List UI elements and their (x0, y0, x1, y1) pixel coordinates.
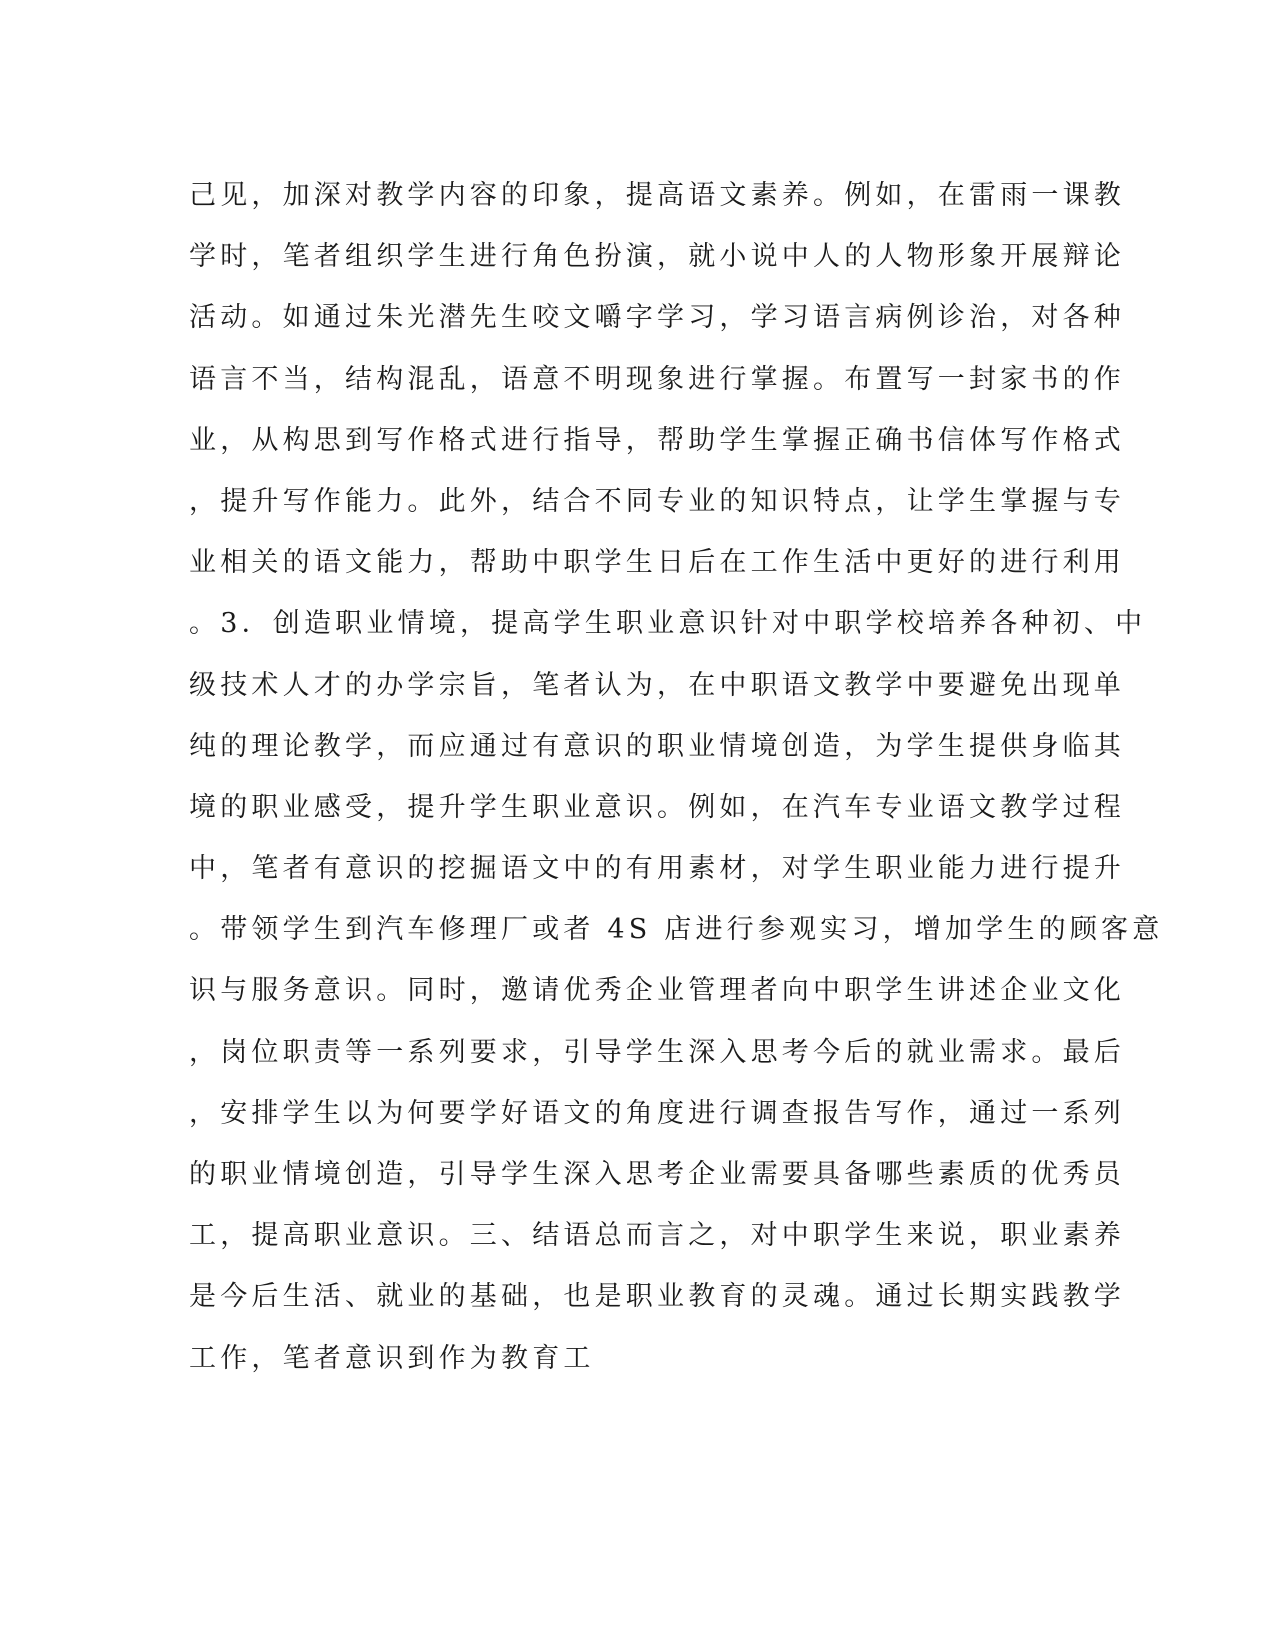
text-line: 工，提高职业意识。三、结语总而言之，对中职学生来说，职业素养 (189, 1220, 1125, 1252)
text-line: 识与服务意识。同时，邀请优秀企业管理者向中职学生讲述企业文化 (189, 975, 1125, 1007)
text-line: ，安排学生以为何要学好语文的角度进行调查报告写作，通过一系列 (189, 1097, 1125, 1129)
text-line: 的职业情境创造，引导学生深入思考企业需要具备哪些素质的优秀员 (189, 1159, 1125, 1190)
text-line: ，提升写作能力。此外，结合不同专业的知识特点，让学生掌握与专 (189, 485, 1125, 517)
text-line: 纯的理论教学，而应通过有意识的职业情境创造，为学生提供身临其 (189, 730, 1125, 762)
text-line: 。3．创造职业情境，提高学生职业意识针对中职学校培养各种初、中 (189, 608, 1147, 640)
body-text (189, 165, 1164, 1389)
text-line: 是今后生活、就业的基础，也是职业教育的灵魂。通过长期实践教学 (189, 1281, 1125, 1313)
text-line: 学时，笔者组织学生进行角色扮演，就小说中人的人物形象开展辩论 (189, 241, 1125, 273)
text-line: 己见，加深对教学内容的印象，提高语文素养。例如，在雷雨一课教 (189, 180, 1125, 211)
text-line: 境的职业感受，提升学生职业意识。例如，在汽车专业语文教学过程 (189, 791, 1125, 823)
text-line: 语言不当，结构混乱，语意不明现象进行掌握。布置写一封家书的作 (189, 363, 1125, 395)
text-line: 业，从构思到写作格式进行指导，帮助学生掌握正确书信体写作格式 (189, 424, 1125, 456)
text-line: 业相关的语文能力，帮助中职学生日后在工作生活中更好的进行利用 (189, 547, 1125, 579)
text-line: 活动。如通过朱光潜先生咬文嚼字学习，学习语言病例诊治，对各种 (189, 302, 1125, 334)
text-line: 。带领学生到汽车修理厂或者 4S 店进行参观实习，增加学生的顾客意 (189, 914, 1164, 946)
text-line: 级技术人才的办学宗旨，笔者认为，在中职语文教学中要避免出现单 (189, 669, 1125, 701)
text-line: ，岗位职责等一系列要求，引导学生深入思考今后的就业需求。最后 (189, 1036, 1125, 1068)
text-line: 工作，笔者意识到作为教育工 (189, 1342, 595, 1374)
text-line: 中，笔者有意识的挖掘语文中的有用素材，对学生职业能力进行提升 (189, 853, 1125, 885)
